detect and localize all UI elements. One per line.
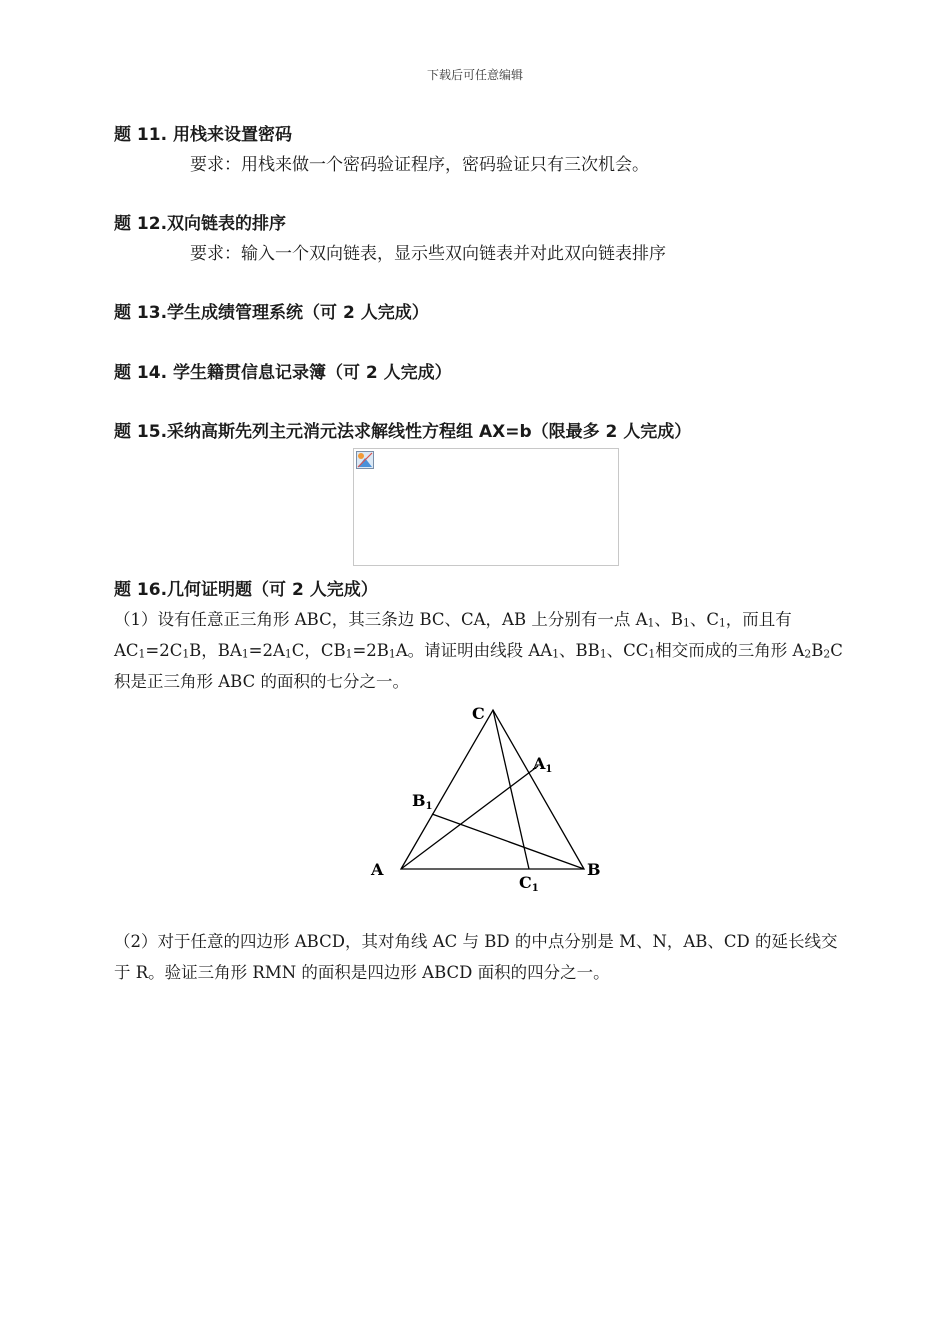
requirement-11: 要求：用栈来做一个密码验证程序，密码验证只有三次机会。 (190, 155, 649, 175)
image-placeholder (353, 448, 619, 566)
heading-14: 题 14. 学生籍贯信息记录簿（可 2 人完成） (114, 363, 452, 383)
label-b: B (587, 860, 601, 879)
page-header: 下载后可任意编辑 (426, 68, 523, 82)
broken-image-icon (356, 451, 374, 469)
problem16-part2-line2: 于 R。验证三角形 RMN 的面积是四边形 ABCD 面积的四分之一。 (114, 963, 610, 982)
problem16-part1-line1: （1）设有任意正三角形 ABC，其三条边 BC、CA，AB 上分别有一点 $A_1$、$B_1$、$C_1$，而且有 (114, 610, 792, 630)
requirement-12: 要求：输入一个双向链表，显示些双向链表并对此双向链表排序 (190, 244, 666, 264)
label-c: C (472, 704, 485, 723)
heading-11: 题 11. 用栈来设置密码 (114, 125, 292, 145)
triangle-figure (360, 700, 610, 895)
segment-cc1 (493, 710, 529, 869)
label-b1: B1 (412, 791, 433, 812)
triangle-abc (401, 710, 584, 869)
label-a1: A1 (533, 754, 553, 775)
label-a: A (371, 860, 384, 879)
label-c1: C1 (519, 873, 539, 894)
heading-16: 题 16.几何证明题（可 2 人完成） (114, 580, 378, 600)
heading-15: 题 15.采纳高斯先列主元消元法求解线性方程组 AX=b（限最多 2 人完成） (114, 422, 692, 442)
heading-12: 题 12.双向链表的排序 (114, 214, 287, 234)
heading-13: 题 13.学生成绩管理系统（可 2 人完成） (114, 303, 429, 323)
problem16-part2-line1: （2）对于任意的四边形 ABCD，其对角线 AC 与 BD 的中点分别是 M、N，AB、CD 的延长线交 (114, 932, 838, 951)
problem16-part1-line2: $AC_1=2C_1B$，$BA_1=2A_1C$，$CB_1=2B_1A$。请证明由线段 $AA_1$、$BB_1$、$CC_1$相交而成的三角形 $A_2B_2C$ (114, 641, 843, 661)
problem16-part1-line3: 积是正三角形 ABC 的面积的七分之一。 (114, 672, 409, 691)
segment-bb1 (432, 814, 584, 869)
